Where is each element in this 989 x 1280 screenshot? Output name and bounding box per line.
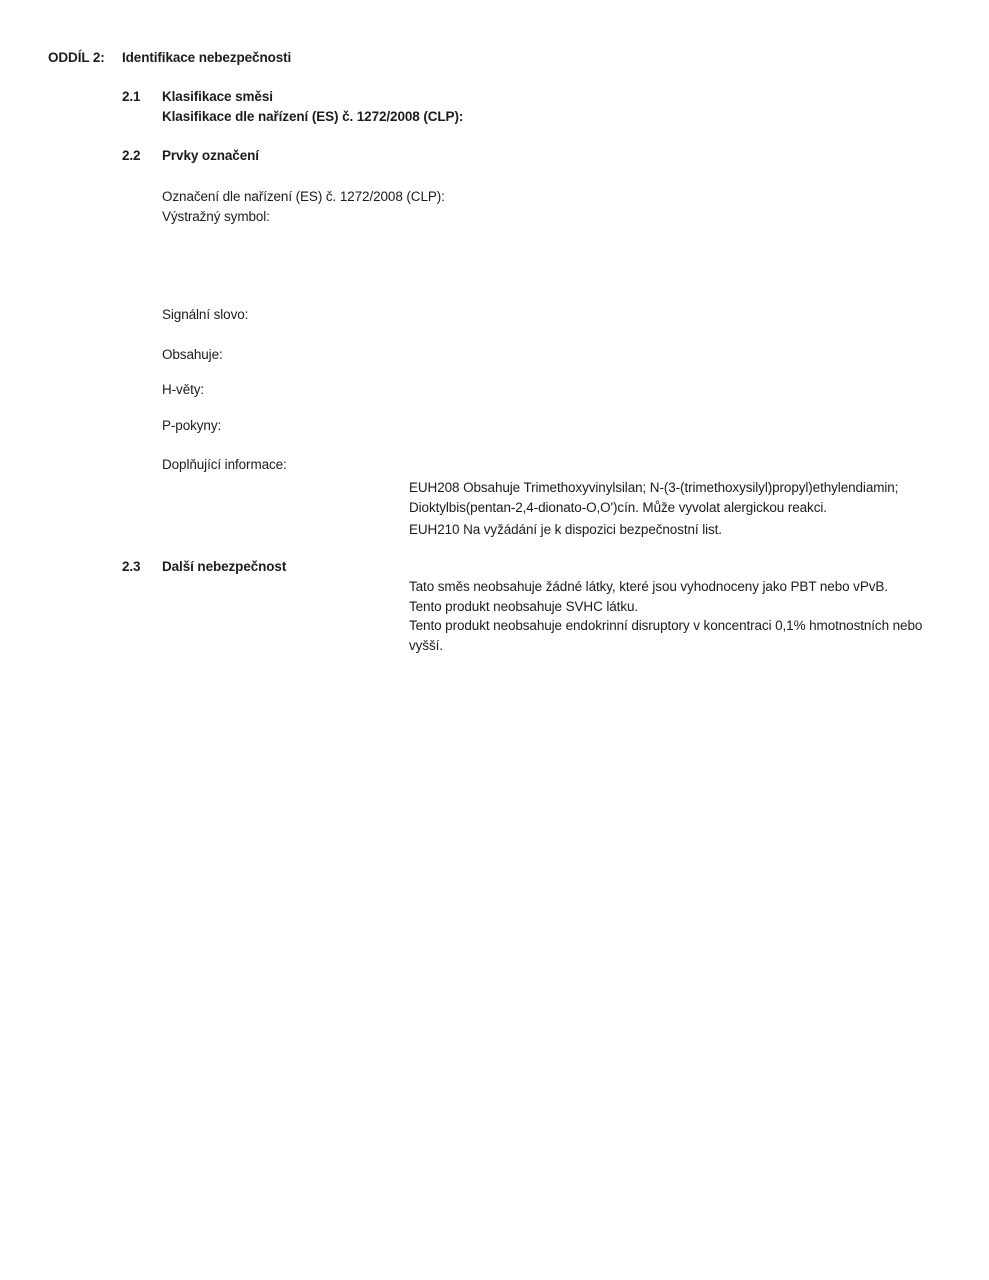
endocrine-statement-line-2: vyšší. — [409, 638, 443, 653]
endocrine-statement-line-1: Tento produkt neobsahuje endokrinní disruptory v koncentraci 0,1% hmotnostních nebo — [409, 618, 923, 633]
p-statements-label: P-pokyny: — [162, 418, 222, 433]
additional-info-label: Doplňující informace: — [162, 457, 287, 472]
subsection-2-1-title: Klasifikace směsi — [162, 89, 273, 104]
euh208-statement — [409, 478, 898, 518]
section-2-number: ODDÍL 2: — [48, 50, 105, 65]
classification-clp-heading: Klasifikace dle nařízení (ES) č. 1272/2008 (CLP): — [162, 109, 464, 124]
svhc-statement: Tento produkt neobsahuje SVHC látku. — [409, 599, 639, 614]
euh210-statement: EUH210 Na vyžádání je k dispozici bezpečnostní list. — [409, 522, 722, 537]
section-2-title: Identifikace nebezpečnosti — [122, 50, 292, 65]
euh208-statement-line-1: EUH208 Obsahuje Trimethoxyvinylsilan; N-(3-(trimethoxysilyl)propyl)ethylendiamin; — [409, 480, 899, 495]
subsection-2-2-title: Prvky označení — [162, 148, 259, 163]
labelling-clp-label: Označení dle nařízení (ES) č. 1272/2008 (CLP): — [162, 189, 445, 204]
endocrine-disruptor-statement — [409, 616, 922, 656]
subsection-2-1-number: 2.1 — [122, 89, 141, 104]
subsection-2-2-number: 2.2 — [122, 148, 141, 163]
subsection-2-3-title: Další nebezpečnost — [162, 559, 287, 574]
euh208-statement-line-2: Dioktylbis(pentan-2,4-dionato-O,O')cín. Může vyvolat alergickou reakci. — [409, 500, 827, 515]
contains-label: Obsahuje: — [162, 347, 223, 362]
h-statements-label: H-věty: — [162, 382, 205, 397]
signal-word-label: Signální slovo: — [162, 307, 249, 322]
hazard-symbol-label: Výstražný symbol: — [162, 209, 270, 224]
subsection-2-3-number: 2.3 — [122, 559, 141, 574]
pbt-vpvb-statement: Tato směs neobsahuje žádné látky, které jsou vyhodnoceny jako PBT nebo vPvB. — [409, 579, 888, 594]
